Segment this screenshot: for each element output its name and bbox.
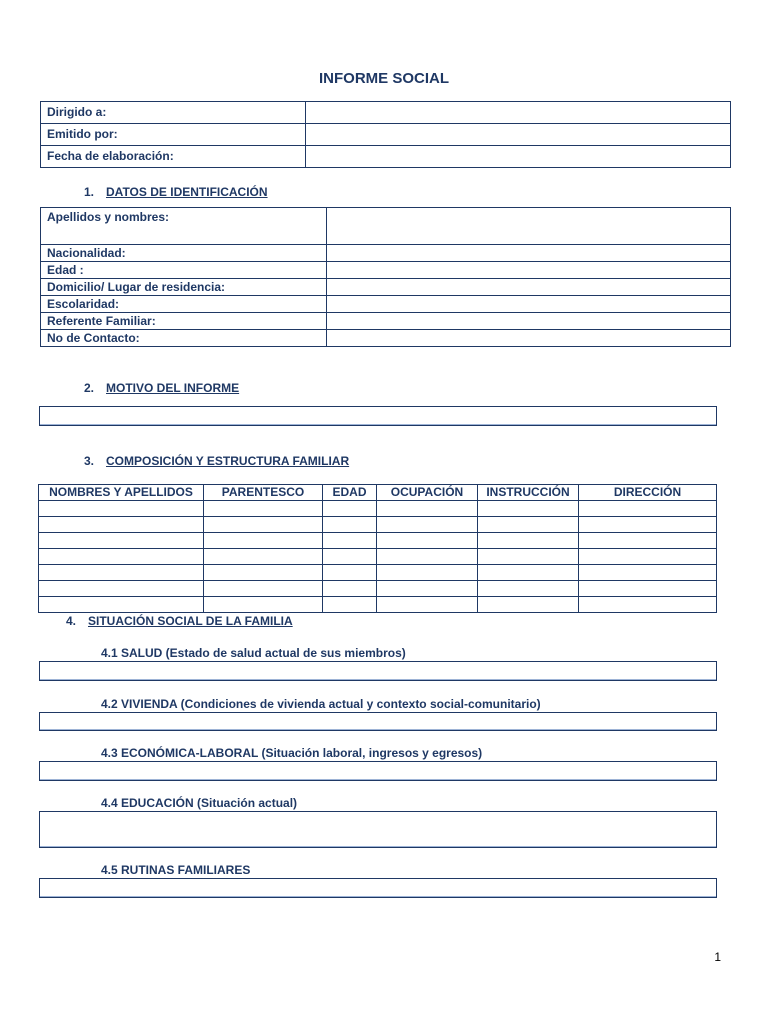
family-cell[interactable] bbox=[204, 581, 323, 597]
family-cell[interactable] bbox=[39, 517, 204, 533]
family-cell[interactable] bbox=[204, 501, 323, 517]
family-cell[interactable] bbox=[377, 565, 478, 581]
reason-field[interactable] bbox=[39, 406, 717, 426]
health-field[interactable] bbox=[39, 661, 717, 681]
document-title: INFORME SOCIAL bbox=[319, 70, 449, 87]
id-label: Edad : bbox=[41, 262, 327, 279]
family-row bbox=[39, 549, 717, 565]
family-cell[interactable] bbox=[478, 597, 579, 613]
section-label: MOTIVO DEL INFORME bbox=[106, 381, 240, 395]
family-cell[interactable] bbox=[377, 517, 478, 533]
section-number: 3. bbox=[84, 454, 95, 468]
family-cell[interactable] bbox=[323, 597, 377, 613]
family-cell[interactable] bbox=[377, 533, 478, 549]
id-row-age bbox=[41, 262, 731, 279]
family-cell[interactable] bbox=[39, 533, 204, 549]
family-cell[interactable] bbox=[478, 581, 579, 597]
header-row-recipient bbox=[41, 102, 731, 124]
id-field[interactable] bbox=[327, 245, 731, 262]
family-cell[interactable] bbox=[478, 501, 579, 517]
family-cell[interactable] bbox=[579, 549, 717, 565]
section-label: DATOS DE IDENTIFICACIÓN bbox=[106, 185, 268, 199]
family-cell[interactable] bbox=[579, 533, 717, 549]
family-cell[interactable] bbox=[39, 565, 204, 581]
family-cell[interactable] bbox=[377, 549, 478, 565]
family-cell[interactable] bbox=[579, 501, 717, 517]
family-cell[interactable] bbox=[323, 533, 377, 549]
family-cell[interactable] bbox=[377, 581, 478, 597]
header-label-issuer: Emitido por: bbox=[41, 124, 306, 146]
column-header: EDAD bbox=[323, 485, 377, 501]
family-cell[interactable] bbox=[39, 549, 204, 565]
id-label: No de Contacto: bbox=[41, 330, 327, 347]
family-cell[interactable] bbox=[39, 581, 204, 597]
header-label-date: Fecha de elaboración: bbox=[41, 146, 306, 168]
section-heading-2 bbox=[84, 381, 239, 395]
id-row-contact bbox=[41, 330, 731, 347]
family-row bbox=[39, 501, 717, 517]
id-row-names bbox=[41, 208, 731, 245]
family-row bbox=[39, 581, 717, 597]
family-cell[interactable] bbox=[377, 501, 478, 517]
subsection-housing: 4.2 VIVIENDA (Condiciones de vivienda actual y contexto social-comunitario) bbox=[101, 697, 541, 711]
family-cell[interactable] bbox=[579, 597, 717, 613]
header-table bbox=[40, 101, 731, 168]
id-field[interactable] bbox=[327, 208, 731, 245]
family-cell[interactable] bbox=[323, 517, 377, 533]
column-header: DIRECCIÓN bbox=[579, 485, 717, 501]
id-row-family-referent bbox=[41, 313, 731, 330]
family-row bbox=[39, 533, 717, 549]
column-header: OCUPACIÓN bbox=[377, 485, 478, 501]
id-label: Apellidos y nombres: bbox=[41, 208, 327, 245]
family-cell[interactable] bbox=[478, 533, 579, 549]
family-cell[interactable] bbox=[39, 597, 204, 613]
id-row-schooling bbox=[41, 296, 731, 313]
family-cell[interactable] bbox=[323, 549, 377, 565]
family-cell[interactable] bbox=[323, 501, 377, 517]
header-field-issuer[interactable] bbox=[306, 124, 731, 146]
section-heading-3 bbox=[84, 454, 349, 468]
page-number: 1 bbox=[714, 950, 721, 964]
header-field-date[interactable] bbox=[306, 146, 731, 168]
id-label: Domicilio/ Lugar de residencia: bbox=[41, 279, 327, 296]
column-header: INSTRUCCIÓN bbox=[478, 485, 579, 501]
family-cell[interactable] bbox=[204, 517, 323, 533]
column-header: PARENTESCO bbox=[204, 485, 323, 501]
id-field[interactable] bbox=[327, 313, 731, 330]
id-label: Referente Familiar: bbox=[41, 313, 327, 330]
family-cell[interactable] bbox=[579, 517, 717, 533]
subsection-health: 4.1 SALUD (Estado de salud actual de sus miembros) bbox=[101, 646, 406, 660]
section-label: SITUACIÓN SOCIAL DE LA FAMILIA bbox=[88, 614, 293, 628]
family-cell[interactable] bbox=[478, 565, 579, 581]
family-row bbox=[39, 565, 717, 581]
column-header: NOMBRES Y APELLIDOS bbox=[39, 485, 204, 501]
header-field-recipient[interactable] bbox=[306, 102, 731, 124]
family-cell[interactable] bbox=[323, 581, 377, 597]
section-number: 2. bbox=[84, 381, 95, 395]
header-row-date bbox=[41, 146, 731, 168]
id-label: Escolaridad: bbox=[41, 296, 327, 313]
id-field[interactable] bbox=[327, 279, 731, 296]
family-table bbox=[38, 484, 717, 613]
id-field[interactable] bbox=[327, 296, 731, 313]
subsection-economic: 4.3 ECONÓMICA-LABORAL (Situación laboral, ingresos y egresos) bbox=[101, 746, 483, 760]
subsection-education: 4.4 EDUCACIÓN (Situación actual) bbox=[101, 796, 298, 810]
family-cell[interactable] bbox=[377, 597, 478, 613]
section-number: 1. bbox=[84, 185, 95, 199]
identification-table bbox=[40, 207, 731, 347]
education-field[interactable] bbox=[39, 811, 717, 848]
id-row-nationality bbox=[41, 245, 731, 262]
family-cell[interactable] bbox=[579, 581, 717, 597]
family-cell[interactable] bbox=[204, 565, 323, 581]
family-cell[interactable] bbox=[478, 517, 579, 533]
economic-field[interactable] bbox=[39, 761, 717, 781]
id-field[interactable] bbox=[327, 330, 731, 347]
id-label: Nacionalidad: bbox=[41, 245, 327, 262]
id-row-residence bbox=[41, 279, 731, 296]
family-table-header bbox=[39, 485, 717, 501]
housing-field[interactable] bbox=[39, 712, 717, 731]
header-row-issuer bbox=[41, 124, 731, 146]
family-cell[interactable] bbox=[478, 549, 579, 565]
family-cell[interactable] bbox=[579, 565, 717, 581]
section-number: 4. bbox=[66, 614, 77, 628]
section-label: COMPOSICIÓN Y ESTRUCTURA FAMILIAR bbox=[106, 454, 350, 468]
routines-field[interactable] bbox=[39, 878, 717, 898]
id-field[interactable] bbox=[327, 262, 731, 279]
family-row bbox=[39, 597, 717, 613]
family-cell[interactable] bbox=[204, 597, 323, 613]
section-heading-1 bbox=[84, 185, 268, 199]
subsection-routines: 4.5 RUTINAS FAMILIARES bbox=[101, 863, 251, 877]
section-heading-4 bbox=[66, 614, 293, 628]
header-label-recipient: Dirigido a: bbox=[41, 102, 306, 124]
family-cell[interactable] bbox=[204, 533, 323, 549]
family-cell[interactable] bbox=[323, 565, 377, 581]
family-row bbox=[39, 517, 717, 533]
family-cell[interactable] bbox=[204, 549, 323, 565]
family-cell[interactable] bbox=[39, 501, 204, 517]
